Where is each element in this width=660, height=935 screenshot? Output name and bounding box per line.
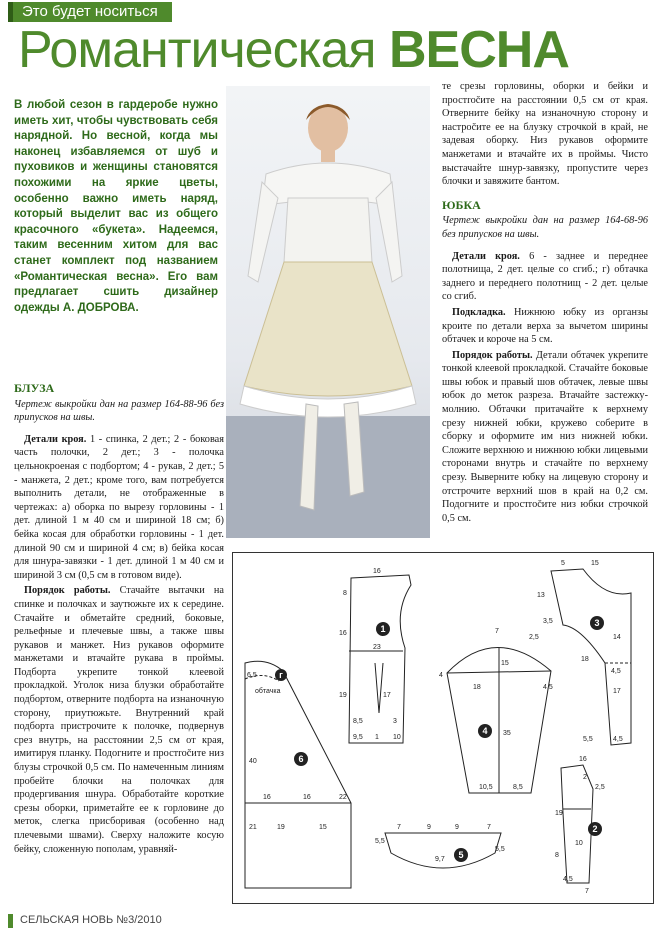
dim: 19 [277, 824, 285, 831]
dim: 18 [473, 684, 481, 691]
dim: 9,5 [353, 734, 363, 741]
blouse-details-text: 1 - спинка, 2 дет.; 2 - боковая часть полочки, 2 дет.; 3 - полочка цельнокроеная с подбортом; 4 - рукав, 2 дет.; 5 - манжета, 2 дет.; кроме того, вам потребуется выполнить детали, не отображенные в чертежах: а) оборка по вырезу горловины - 1 дет. длиной 1 м 40 см и шириной 18 см; б) бейка косая для обработки горловины - 1 дет. длиной 90 см и шириной 4 см; в) бейка косая для шнура-завязки - 1 дет. длиной 1 м 40 см и шириной 3 см (0,5 см в готовом виде). [14, 433, 224, 581]
skirt-note: Чертеж выкройки дан на размер 164-68-96 без припусков на швы. [442, 215, 648, 240]
dim: 10 [575, 840, 583, 847]
part-6-num: 6 [298, 754, 304, 764]
dim: 3,5 [543, 618, 553, 625]
dim: 5,5 [495, 846, 505, 853]
dim: 21 [249, 824, 257, 831]
dim: 7 [495, 628, 499, 635]
dim: обтачка [255, 688, 281, 695]
skirt-work [442, 349, 648, 526]
title-part1: Романтическая [18, 21, 389, 79]
dim: 16 [339, 630, 347, 637]
blouse-work-label: Порядок работы. [24, 585, 111, 597]
dim: 7 [397, 824, 401, 831]
part-g-num: г [279, 670, 283, 680]
blouse-continuation: те срезы горловины, оборки и бейки и простročите на расстоянии 0,5 см от края. Отверните бейку на изнаночную сторону и настроčите ее на блузку строчкой в край, не задевая оборку. Низ рукавов оформите манжетами и втачайте их в проймы. Чисто выстачайте шнур-завязку, пропустите через блочки и завяжите бантом. [442, 81, 648, 188]
title-part2: ВЕСНА [389, 21, 569, 79]
skirt-lining [442, 306, 648, 347]
dim: 16 [263, 794, 271, 801]
part-2-side [561, 765, 593, 883]
part-1-num: 1 [380, 624, 386, 634]
blouse-details [14, 433, 224, 583]
dim: 4,5 [611, 668, 621, 675]
skirt-work-text: Детали обтачек укрепите тонкой клеевой прокладкой. Стачайте боковые швы юбок и правый шов обтачек, левые швы юбок до меток разреза. Втачайте застежку-молнию. Обтачки притачайте к верхнему срезу нижней юбки, кружево соберите в сборку и оформите им низ нижней юбки. Сложите верхнюю и нижнюю юбки лицевыми сторонами внутрь и стачайте по верхнему срезу. Выверните юбку на лицевую сторону и отстрочите верхний шов в край на 0,2 см. Подогните и простročите низ юбки строчкой 0,5 см. [442, 349, 648, 524]
part-2-num: 2 [592, 824, 598, 834]
dim: 18 [581, 656, 589, 663]
dim: 19 [339, 692, 347, 699]
skirt-details-text: 6 - заднее и переднее полотнища, 2 дет. целые со сгиб.; г) обтачка заднего и переднего полотнищ - 2 дет. целые со сгиб. [442, 250, 649, 303]
dim: 16 [579, 756, 587, 763]
blouse-work [14, 584, 224, 856]
dim: 2 [583, 774, 587, 781]
dim: 4,5 [543, 684, 553, 691]
lead-paragraph: В любой сезон в гардеробе нужно иметь хит, чтобы чувствовать себя нарядной. Но весной, когда мы наконец избавляемся от шуб и пуховиков и женщины становятся похожими на яркие цветы, особенно важно иметь наряд, который выделит вас из общего красочного «букета». Надеемся, таким весенним хитом для вас станет комплект под названием «Романтическая весна». Его вам предлагает сшить дизайнер одежды А. ДОБРОВА. [14, 99, 218, 314]
dim: 5,5 [583, 736, 593, 743]
skirt-details [442, 250, 648, 304]
dim: 9 [455, 824, 459, 831]
dim: 4,5 [563, 876, 573, 883]
rubric-label: Это будет носиться [8, 2, 172, 22]
pattern-drawing [233, 553, 653, 903]
dim: 14 [613, 634, 621, 641]
dim: 3 [393, 718, 397, 725]
blouse-work-text: Стачайте вытачки на спинке и полочках и заутюжьте их к середине. Стачайте и обметайте средний, боковые, рельефные и плечевые швы, а также швы рукавов и манжет. Низ рукавов оформите манжетами и втачайте рукава в проймы. Подборта укрепите тонкой клеевой прокладкой. Уголок низа блузки обработайте подбортом, отверните подборта на изнаночную сторону, приутюжьте. Внутренний край подборта пристрочите к полочке, подвернув срез внутрь, на расстоянии 2,5 см от края, имитируя планку. Подогните и простročите низ блузы строчкой 0,5 см. По намеченным линиям пробейте блочки на полочках для продергивания шнура. Обработайте короткие срезы оборки, приметайте ее к горловине до меток, слегка присборивая (особенно над плечевыми швами). Сверху наложите косую бейку, сложенную пополам, уравняй- [14, 585, 224, 855]
page-title [18, 20, 569, 80]
dim: 23 [373, 644, 381, 651]
dim: 4 [439, 672, 443, 679]
dim: 10 [393, 734, 401, 741]
part-3-front [551, 569, 631, 745]
dim: 1 [375, 734, 379, 741]
dim: 7 [585, 888, 589, 895]
skirt-heading: ЮБКА [442, 197, 481, 212]
part-6-skirt [245, 661, 351, 888]
blouse-note: Чертеж выкройки дан на размер 164-88-96 без припусков на швы. [14, 398, 224, 424]
part-5-num: 5 [458, 850, 464, 860]
part-4-num: 4 [482, 726, 488, 736]
dim: 9,7 [435, 856, 445, 863]
right-column [442, 80, 648, 527]
dim: 35 [503, 730, 511, 737]
dim: 17 [383, 692, 391, 699]
dim: 2,5 [529, 634, 539, 641]
dim: 40 [249, 758, 257, 765]
footer-issue: СЕЛЬСКАЯ НОВЬ №3/2010 [20, 914, 162, 926]
dim: 22 [339, 794, 347, 801]
blouse-details-label: Детали кроя. [24, 433, 87, 445]
dim: 15 [591, 560, 599, 567]
part-3-num: 3 [594, 618, 600, 628]
dim: 8,5 [353, 718, 363, 725]
dim: 9 [427, 824, 431, 831]
dim: 15 [319, 824, 327, 831]
pattern-draft [232, 552, 654, 904]
skirt-details-label: Детали кроя. [452, 250, 520, 262]
dim: 4,5 [613, 736, 623, 743]
dim: 8 [555, 852, 559, 859]
dim: 5 [561, 560, 565, 567]
skirt-lining-label: Подкладка. [452, 306, 506, 318]
dim: 8 [343, 590, 347, 597]
skirt-lining-text: Нижнюю юбку из органзы кроите по детали верха за вычетом ширины обтачек и короче на 5 см. [442, 306, 648, 346]
dim: 19 [555, 810, 563, 817]
dim: 16 [303, 794, 311, 801]
dim: 6,5 [247, 672, 257, 679]
blouse-column [14, 382, 224, 858]
model-photo [226, 86, 430, 538]
blouse-heading: БЛУЗА [14, 381, 55, 395]
dim: 13 [537, 592, 545, 599]
dim: 5,5 [375, 838, 385, 845]
dim: 8,5 [513, 784, 523, 791]
dim: 7 [487, 824, 491, 831]
skirt-work-label: Порядок работы. [452, 349, 533, 361]
dim: 17 [613, 688, 621, 695]
dim: 10,5 [479, 784, 493, 791]
dim: 15 [501, 660, 509, 667]
model-illustration [226, 86, 430, 538]
dim: 2,5 [595, 784, 605, 791]
dim: 16 [373, 568, 381, 575]
